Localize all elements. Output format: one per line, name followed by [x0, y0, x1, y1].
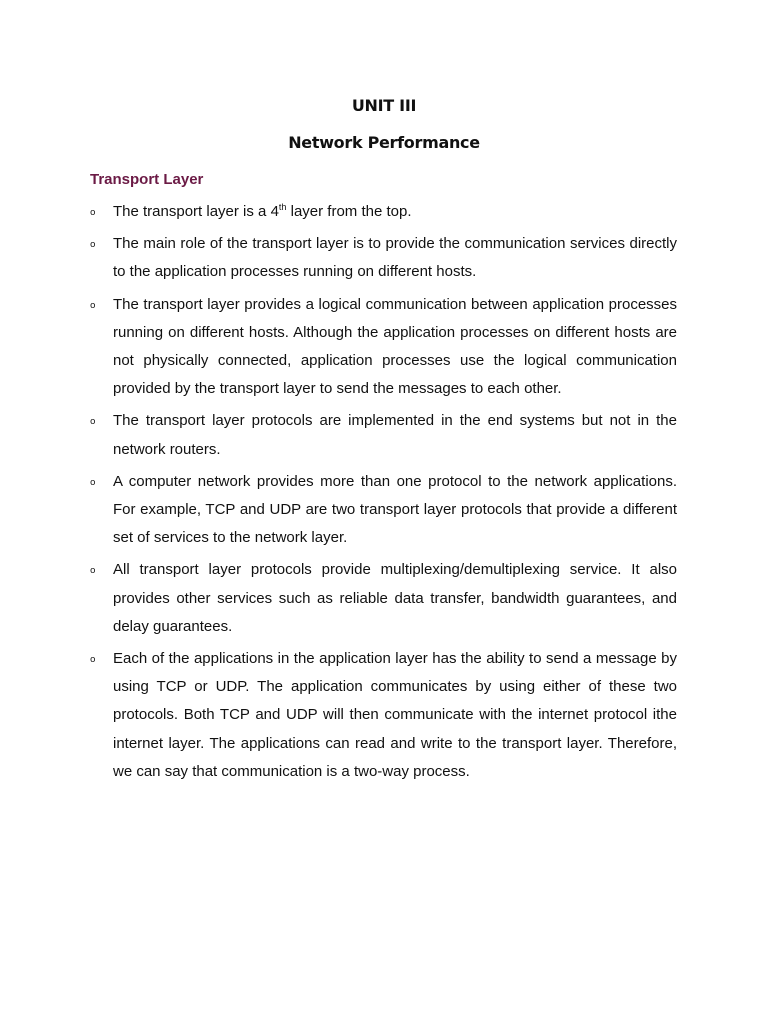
bullet-text: The main role of the transport layer is to provide the communication services directly to the application processes running on different hosts.: [113, 235, 677, 281]
bullet-item-7: [0, 645, 768, 786]
bullet-text: Each of the applications in the application layer has the ability to send a message by using TCP or UDP. The application communicates by using either of these two protocols. Both TCP and UDP will then communicate with the internet protocol ithe internet layer. The applications can read and write to the transport layer. Therefore, we can say that communication is a two-way process.: [113, 650, 677, 780]
section-heading: Transport Layer: [90, 171, 204, 188]
bullet-item-6: [0, 556, 768, 641]
bullet-marker-icon: o: [90, 655, 96, 666]
unit-title: UNIT III: [351, 96, 417, 115]
bullet-item-3: [0, 291, 768, 404]
bullet-marker-icon: o: [90, 240, 96, 251]
bullet-text: All transport layer protocols provide multiplexing/demultiplexing service. It also provides other services such as reliable data transfer, bandwidth guarantees, and delay guarantees.: [113, 561, 677, 635]
bullet-marker-icon: o: [90, 208, 96, 218]
bullet-text: The transport layer is a 4: [113, 203, 279, 220]
topic-title: Network Performance: [288, 133, 480, 152]
bullet-marker-icon: o: [90, 477, 96, 488]
bullet-marker-icon: o: [90, 566, 96, 577]
bullet-marker-icon: o: [90, 417, 96, 428]
ordinal-superscript: th: [278, 202, 287, 212]
bullet-marker-icon: o: [90, 300, 96, 311]
bullet-list: [0, 198, 768, 790]
bullet-item-2: [0, 230, 768, 286]
bullet-item-4: [0, 407, 768, 463]
bullet-item-1: [0, 198, 768, 226]
bullet-text: layer from the top.: [286, 203, 412, 220]
bullet-item-5: [0, 468, 768, 553]
bullet-text: The transport layer protocols are implemented in the end systems but not in the network routers.: [113, 412, 677, 458]
bullet-text: The transport layer provides a logical communication between application processes running on different hosts. Although the application processes on different hosts are not physically connected, application processes use the logical communication provided by the transport layer to send the messages to each other.: [113, 295, 677, 398]
bullet-text: A computer network provides more than one protocol to the network applications. For example, TCP and UDP are two transport layer protocols that provide a different set of services to the network layer.: [113, 472, 677, 547]
